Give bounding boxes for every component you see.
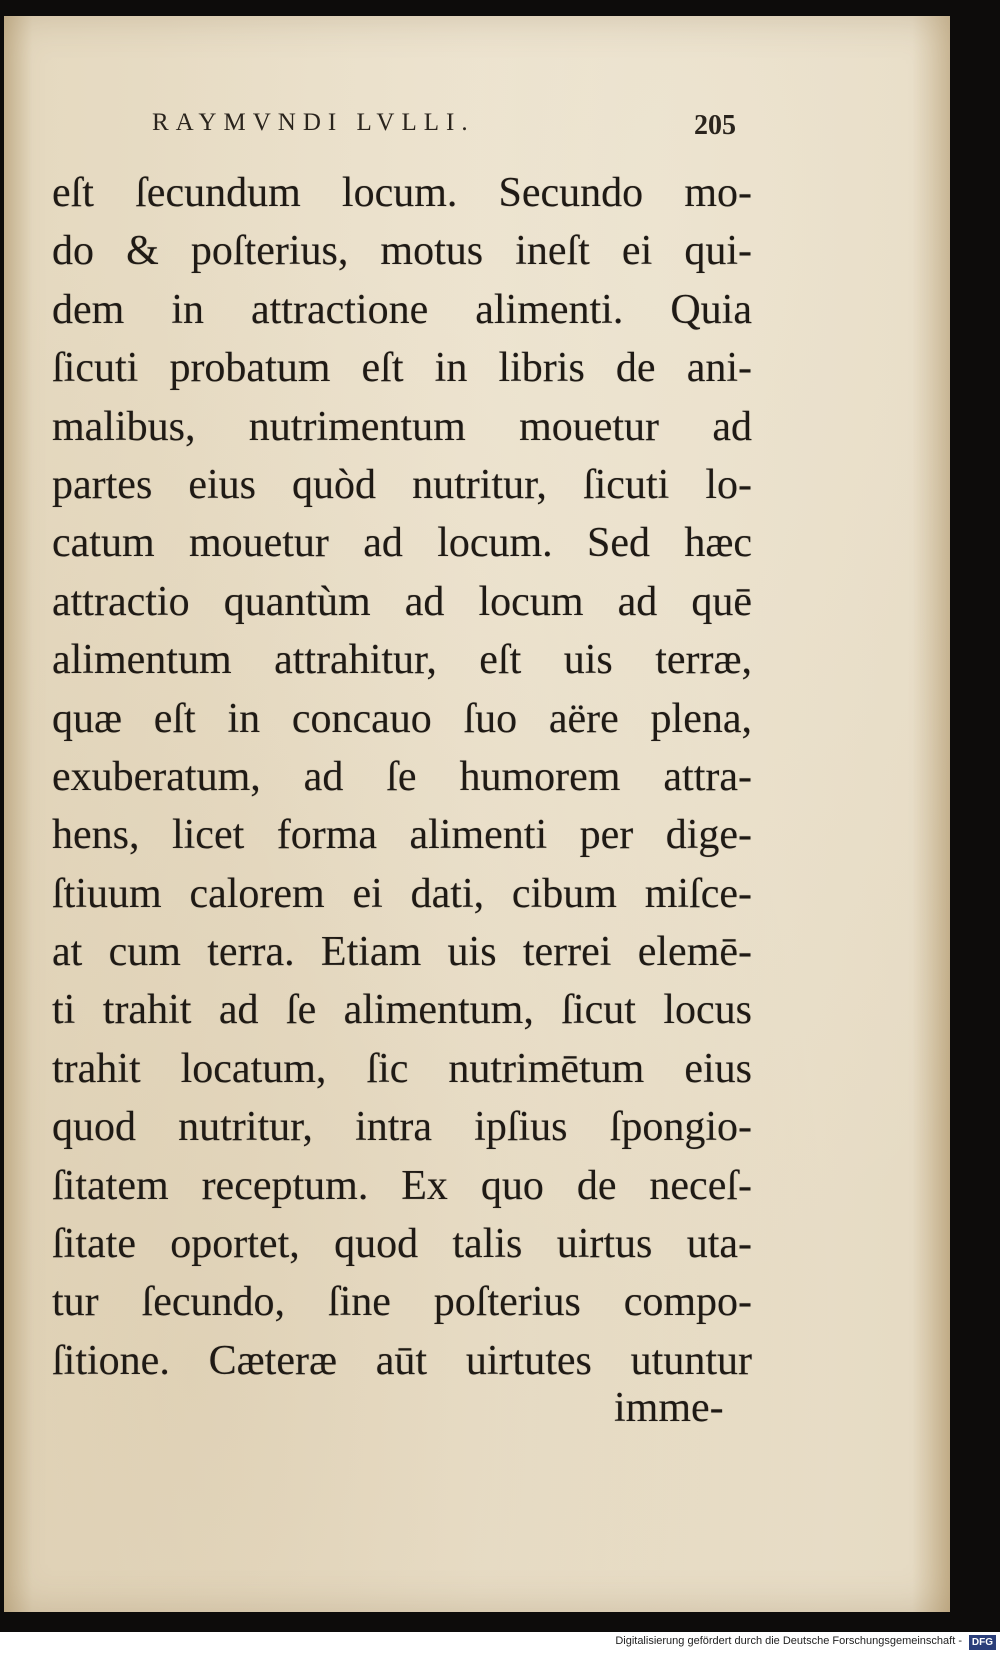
text-line: ſitate oportet, quod talis uirtus uta- — [52, 1221, 752, 1268]
text-body — [52, 164, 752, 1390]
text-line: trahit locatum, ſic nutrimētum eius — [52, 1045, 752, 1092]
text-line: malibus, nutrimentum mouetur ad — [52, 403, 752, 450]
digitization-footer — [0, 1632, 1000, 1653]
text-line: ſitione. Cæteræ aūt uirtutes utuntur — [52, 1337, 752, 1384]
text-line: partes eius quòd nutritur, ſicuti lo- — [52, 461, 752, 508]
text-line: ti trahit ad ſe alimentum, ſicut locus — [52, 987, 752, 1034]
book-page — [4, 16, 950, 1612]
text-line: ſtiuum calorem ei dati, cibum miſce- — [52, 870, 752, 917]
running-head: RAYMVNDI LVLLI. — [152, 109, 475, 136]
text-line: attractio quantùm ad locum ad quē — [52, 578, 752, 625]
text-line: ſitatem receptum. Ex quo de neceſ- — [52, 1162, 752, 1209]
text-line: at cum terra. Etiam uis terrei elemē- — [52, 929, 752, 976]
text-line: quod nutritur, intra ipſius ſpongio- — [52, 1104, 752, 1151]
text-line: ſicuti probatum eſt in libris de ani- — [52, 345, 752, 392]
dfg-logo: DFG — [969, 1635, 996, 1650]
text-line: quæ eſt in concauo ſuo aëre plena, — [52, 695, 752, 742]
text-line: eſt ſecundum locum. Secundo mo- — [52, 170, 752, 216]
catchword: imme- — [614, 1385, 724, 1431]
funding-credit: Digitalisierung gefördert durch die Deutsche Forschungsgemeinschaft - — [615, 1635, 962, 1647]
text-line: hens, licet forma alimenti per dige- — [52, 812, 752, 859]
text-line: do & poſterius, motus ineſt ei qui- — [52, 228, 752, 275]
text-line: tur ſecundo, ſine poſterius compo- — [52, 1279, 752, 1326]
page-number: 205 — [694, 110, 736, 141]
text-line: dem in attractione alimenti. Quia — [52, 286, 752, 333]
text-line: exuberatum, ad ſe humorem attra- — [52, 753, 752, 800]
text-line: catum mouetur ad locum. Sed hæc — [52, 520, 752, 567]
text-line: alimentum attrahitur, eſt uis terræ, — [52, 637, 752, 684]
